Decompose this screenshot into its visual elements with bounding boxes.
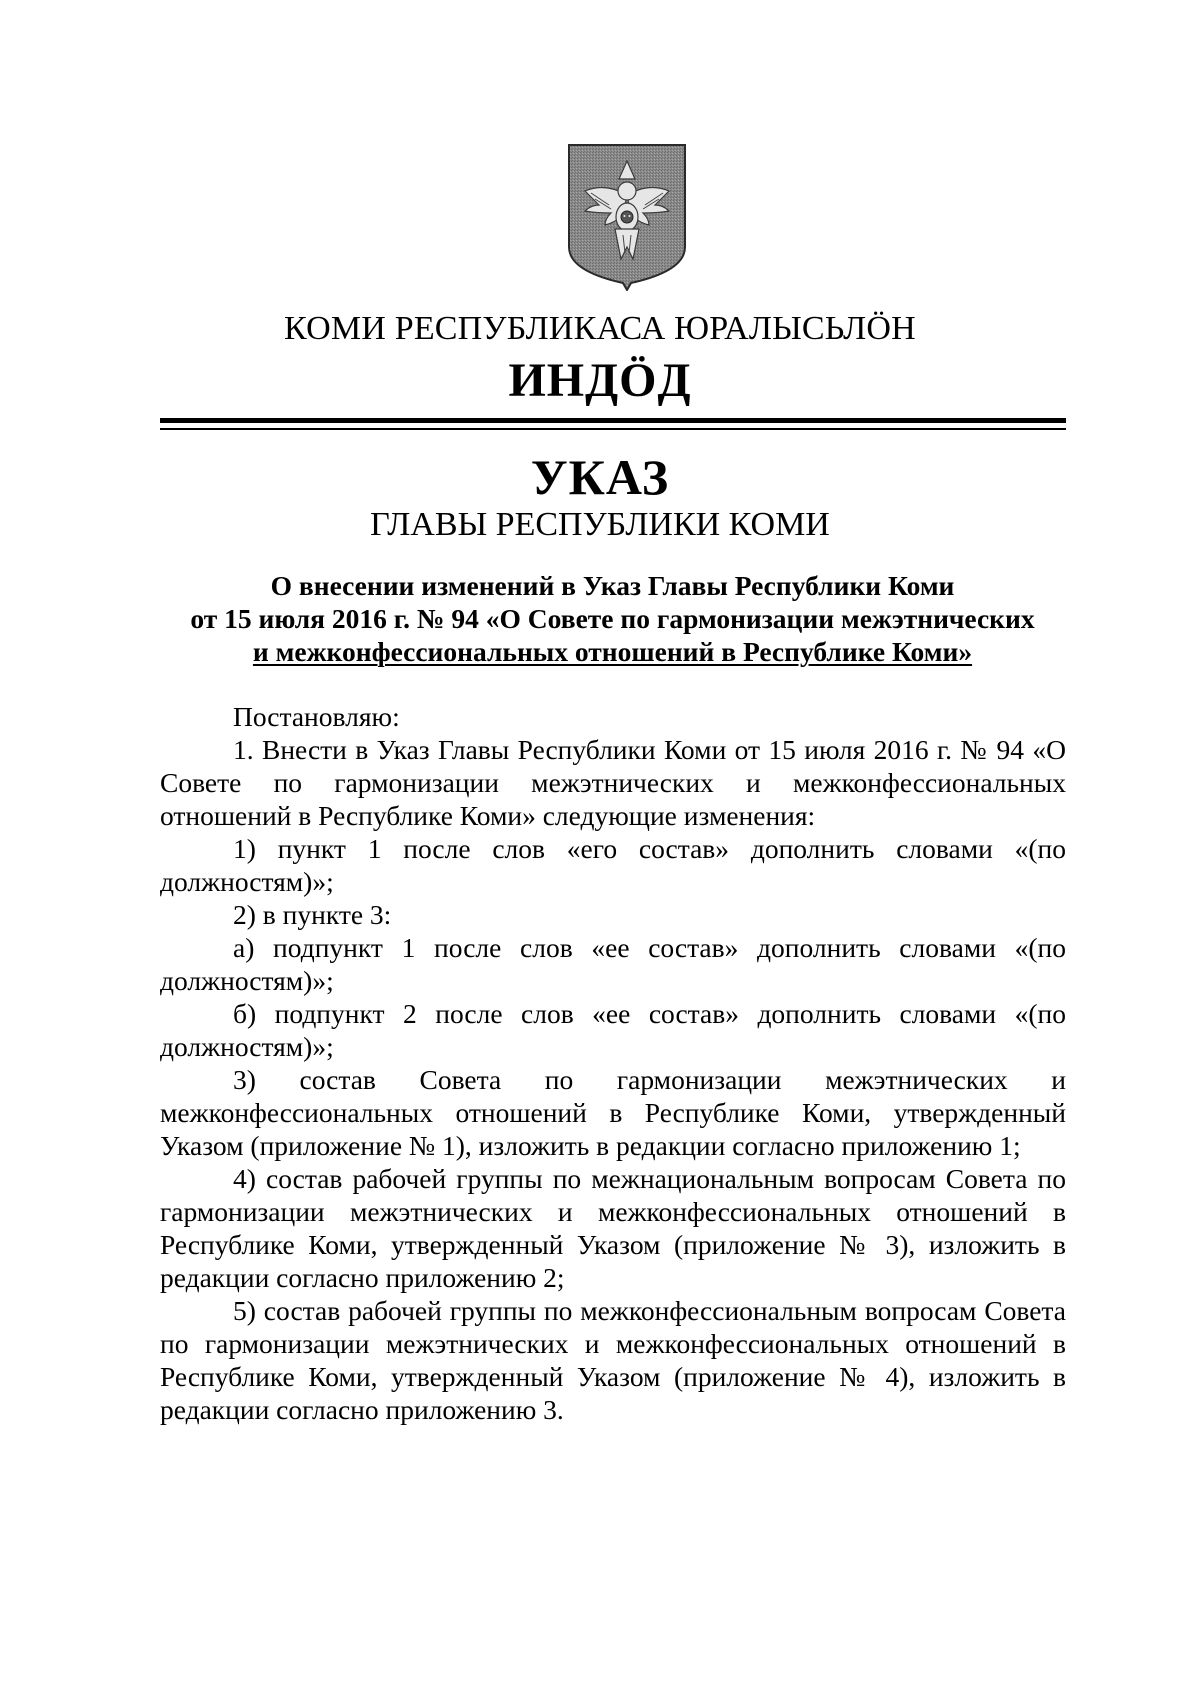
header-divider-thick	[160, 418, 1066, 423]
decree-title-line-3-wrapper	[140, 635, 1085, 668]
decree-paragraph: 5) состав рабочей группы по межконфессиональным вопросам Совета по гармонизации межэтнических и межконфессиональных отношений в Республике Коми, утвержденный Указом (приложение № 4), изложить в редакции согласно приложению 3.	[160, 1295, 1066, 1425]
decree-paragraph: Постановляю:	[233, 701, 400, 732]
decree-paragraph: 4) состав рабочей группы по межнациональным вопросам Совета по гармонизации межэтнических и межконфессиональных отношений в Республике Коми, утвержденный Указом (приложение № 3), изложить в редакции согласно приложению 2;	[160, 1163, 1066, 1293]
header-divider-thin	[160, 428, 1066, 430]
org-name-ru: ГЛАВЫ РЕСПУБЛИКИ КОМИ	[370, 506, 830, 543]
coat-of-arms-komi-icon	[565, 143, 689, 291]
decree-title-line-3: и межконфессиональных отношений в Республике Коми»	[252, 636, 973, 667]
decree-paragraph: 1. Внести в Указ Главы Республики Коми от 15 июля 2016 г. № 94 «О Совете по гармонизации межэтнических и межконфессиональных отношений в Республике Коми» следующие изменения:	[160, 734, 1066, 831]
decree-title-line-2: от 15 июля 2016 г. № 94 «О Совете по гармонизации межэтнических	[190, 603, 1035, 634]
decree-paragraph: б) подпункт 2 после слов «ее состав» дополнить словами «(по должностям)»;	[160, 998, 1066, 1062]
decree-paragraph: а) подпункт 1 после слов «ее состав» дополнить словами «(по должностям)»;	[160, 932, 1066, 996]
decree-title	[140, 569, 1085, 668]
decree-title-line-1: О внесении изменений в Указ Главы Республики Коми	[270, 570, 955, 601]
doc-type-ru: УКАЗ	[530, 449, 670, 505]
doc-type-komi: ИНДÖД	[508, 354, 692, 407]
decree-paragraph: 3) состав Совета по гармонизации межэтнических и межконфессиональных отношений в Республике Коми, утвержденный Указом (приложение № 1), изложить в редакции согласно приложению 1;	[160, 1064, 1066, 1161]
decree-paragraph: 1) пункт 1 после слов «его состав» дополнить словами «(по должностям)»;	[160, 833, 1066, 897]
decree-body	[160, 700, 1066, 1426]
org-name-komi: КОМИ РЕСПУБЛИКАСА ЮРАЛЫСЬЛÖН	[284, 310, 916, 347]
decree-paragraph: 2) в пункте 3:	[233, 899, 392, 930]
